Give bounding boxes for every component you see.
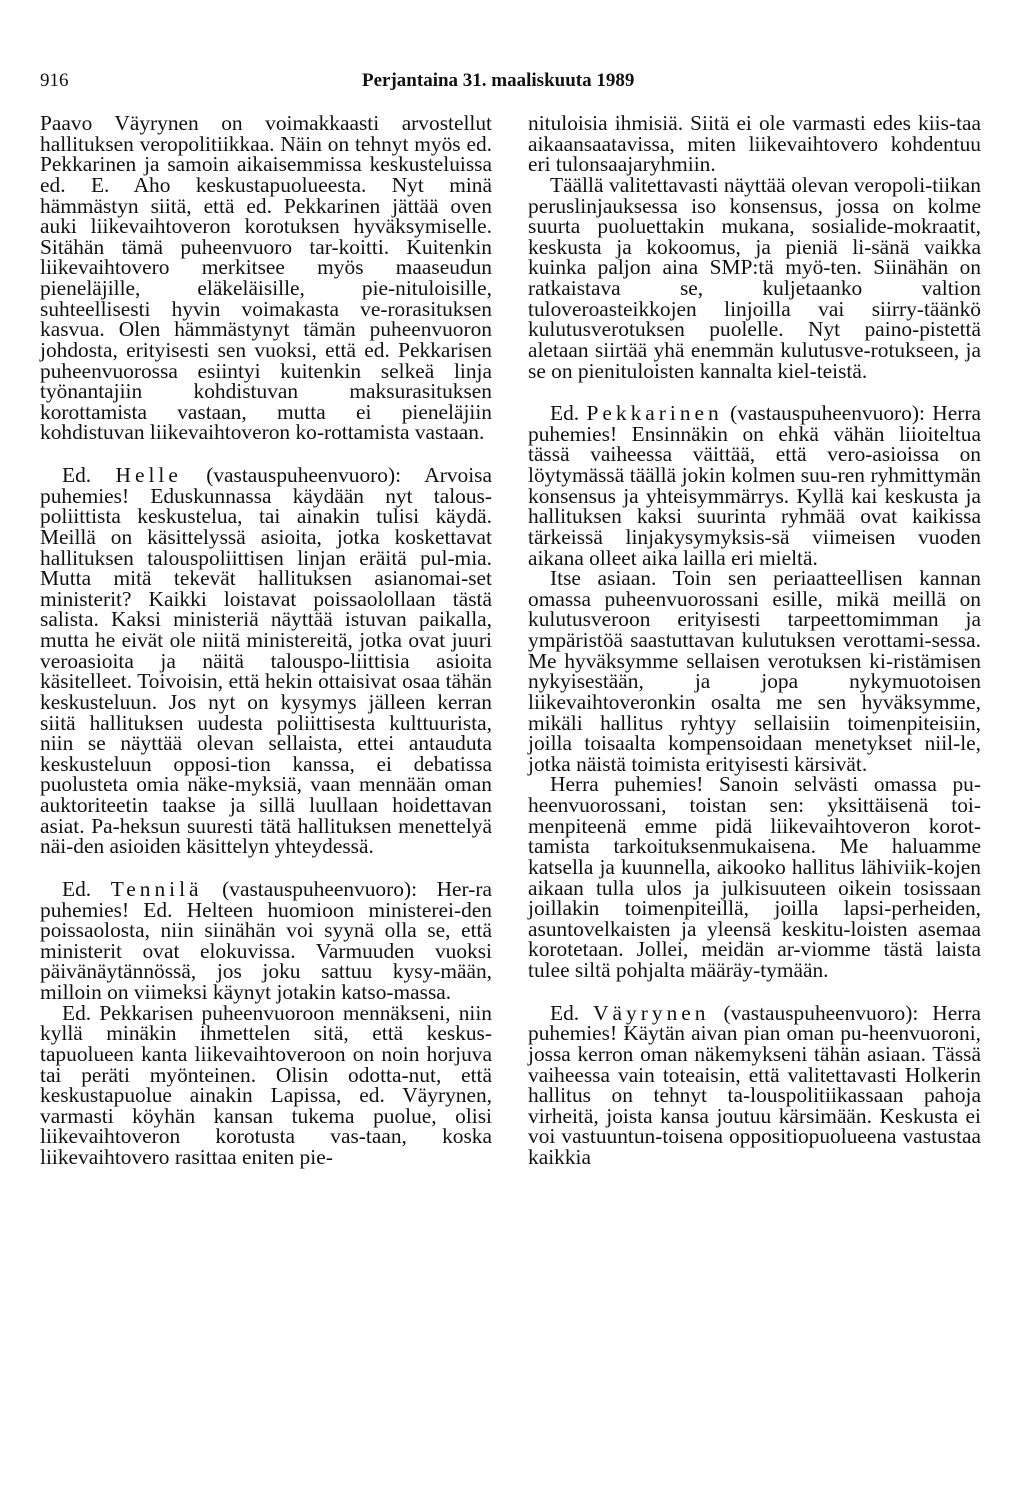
speaker-prefix: Ed. xyxy=(62,876,92,901)
speech-text: (vastauspuheenvuoro): Herra puhemies! Ensinnäkin on ehkä vähän liioiteltua tässä vaiheessa väittää, että vero-asioissa on löytymässä täällä jokin kolmen suu-ren ryhmittymän konsensus ja yhteisymmärrys. Kyllä kai keskusta ja hallituksen kaksi suurinta ryhmää ovat kaikissa tärkeissä linjakysymyksis-sä viimeisen vuoden aikana olleet aika lailla eri mieltä. xyxy=(528,401,981,570)
speech-tennila xyxy=(40,876,492,1004)
paragraph: Täällä valitettavasti näyttää olevan veropoli-tiikan peruslinjauksessa iso konsensus, jossa on kolme suurta puoluettakin mukana, sosialide-mokraatit, keskusta ja kokoomus, ja pieniä li-sänä vaikka kuinka paljon aina SMP:tä myö-ten. Siinähän on ratkaistava se, kuljetaanko valtion tuloveroasteikkojen linjoilla vai siirry-täänkö kulutusverotuksen puolelle. Nyt paino-pistettä aletaan siirtää yhä enemmän kulutusve-rotukseen, ja se on pienituloisten kannalta kiel-teistä. xyxy=(528,172,981,383)
speech-text: (vastauspuheenvuoro): Arvoisa puhemies! Eduskunnassa käydään nyt talous-poliittista keskustelua, tai ainakin tulisi käydä. Meillä on käsittelyssä asioita, jotka koskettavat hallituksen talouspoliittisen linjan eräitä pul-mia. Mutta mitä tekevät hallituksen asianomai-set ministerit? Kaikki loistavat poissaolollaan tästä salista. Kaksi ministeriä näyttää istuvan paikalla, mutta he eivät ole niitä ministereitä, jotka ovat juuri veroasioita ja näitä talouspo-liittisia asioita käsitelleet. Toivoisin, että hekin ottaisivat osaa tähän keskusteluun. Jos nyt on kysymys jälleen kerran siitä hallituksen uudesta poliittisesta kulttuurista, niin se näyttää olevan sellaista, ettei antauduta keskusteluun opposi-tion kanssa, ei debatissa puolusteta omia näke-myksiä, vaan mennään oman auktoriteetin taakse ja sillä luullaan hoidettavan asiat. Pa-heksun suuresti tätä hallituksen menettelyä näi-den asioiden käsittelyn yhteydessä. xyxy=(40,463,492,859)
speaker-name: Pekkarinen xyxy=(586,401,723,426)
paragraph: Itse asiaan. Toin sen periaatteellisen kannan omassa puheenvuorossani esille, mikä meillä on kulutusveroon erityisesti tarpeettomimman ja ympäristöä saastuttavan kulutuksen verottami-sessa. Me hyväksymme sellaisen verotuksen ki-ristämisen nykyisestään, ja jopa nykymuotoisen liikevaihtoveronkin osalta me sen hyväksymme, mikäli hallitus ryhtyy sellaisiin toimenpiteisiin, joilla toisaalta kompensoidaan menetykset niil-le, jotka näistä toimista erityisesti kärsivät. xyxy=(528,566,981,776)
speaker-name: Väyrynen xyxy=(593,1000,710,1025)
paragraph: nituloisia ihmisiä. Siitä ei ole varmasti edes kiis-taa aikaansaatavissa, miten liikevaihtovero kohdentuu eri tulonsaajaryhmiin. xyxy=(528,111,981,177)
speech-helle xyxy=(40,465,492,857)
paragraph: Paavo Väyrynen on voimakkaasti arvostellut hallituksen veropolitiikkaa. Näin on tehnyt myös ed. Pekkarinen ja samoin aikaisemmissa keskusteluissa ed. E. Aho keskustapuolueesta. Nyt minä hämmästyn siitä, että ed. Pekkarinen jättää oven auki liikevaihtoveron korotuksen hyväksymiselle. Sitähän tämä puheenvuoro tar-koitti. Kuitenkin liikevaihtovero merkitsee myös maaseudun pieneläjille, eläkeläisille, pie-nituloisille, suhteellisesti hyvin voimakasta ve-rorasituksen kasvua. Olen hämmästynyt tämän puheenvuoron johdosta, erityisesti sen vuoksi, että ed. Pekkarisen puheenvuorossa esiintyi kuitenkin selkeä linja työnantajiin kohdistuvan maksurasituksen korottamista vastaan, mutta ei pieneläjiin kohdistuvan liikevaihtoveron ko-rottamista vastaan. xyxy=(40,111,492,445)
speaker-prefix: Ed. xyxy=(62,463,92,487)
speech-pekkarinen xyxy=(528,403,981,568)
right-column xyxy=(528,113,981,1168)
left-column xyxy=(40,113,492,1168)
page-number: 916 xyxy=(40,70,69,91)
speaker-prefix: Ed. xyxy=(550,1000,580,1025)
paragraph: Ed. Pekkarisen puheenvuoroon mennäkseni, niin kyllä minäkin ihmettelen sitä, että keskus-tapuolueen kanta liikevaihtoveroon on noin horjuva tai peräti myönteinen. Olisin odotta-nut, että keskustapuolue ainakin Lapissa, ed. Väyrynen, varmasti köyhän kansan tukema puolue, olisi liikevaihtoveron korotusta vas-taan, koska liikevaihtovero rasittaa eniten pie- xyxy=(40,1000,492,1169)
page-date-header: Perjantaina 31. maaliskuuta 1989 xyxy=(362,70,635,91)
speech-text: (vastauspuheenvuoro): Herra puhemies! Käytän aivan pian oman pu-heenvuoroni, jossa kerron oman näkemykseni tähän asiaan. Tässä vaiheessa vain toteaisin, että valitettavasti Holkerin hallitus on tehnyt ta-louspolitiikassaan pahoja virheitä, joista kansa joutuu kärsimään. Keskusta ei voi vastuuntun-toisena oppositiopuolueena vastustaa kaikkia xyxy=(528,1000,981,1169)
speech-vayrynen xyxy=(528,1000,981,1169)
paragraph: Herra puhemies! Sanoin selvästi omassa pu-heenvuorossani, toistan sen: yksittäisenä toi-menpiteenä emme pidä liikevaihtoveron korot-tamista tarkoituksenmukaisena. Me haluamme katsella ja kuunnella, aikooko hallitus lähiviik-kojen aikaan tulla ulos ja julkisuuteen oikein tosissaan joillakin toimenpiteillä, joilla lapsi-perheiden, asuntovelkaisten ja yleensä keskitu-loisten asemaa korotetaan. Jollei, meidän ar-viomme tästä laista tulee siltä pohjalta määräy-tymään. xyxy=(528,772,981,982)
speaker-name: Tennilä xyxy=(110,876,203,901)
speaker-name: Helle xyxy=(115,463,182,487)
page-header xyxy=(40,70,984,100)
speech-text: (vastauspuheenvuoro): Her-ra puhemies! Ed. Helteen huomioon ministerei-den poissaolosta, niin siinähän voi syynä olla se, että ministerit ovat elokuvissa. Varmuuden vuoksi päivänäytännössä, jos joku sattuu kysy-mään, milloin on viimeksi käynyt jotakin katso-massa. xyxy=(40,876,492,1004)
speaker-prefix: Ed. xyxy=(550,401,580,426)
